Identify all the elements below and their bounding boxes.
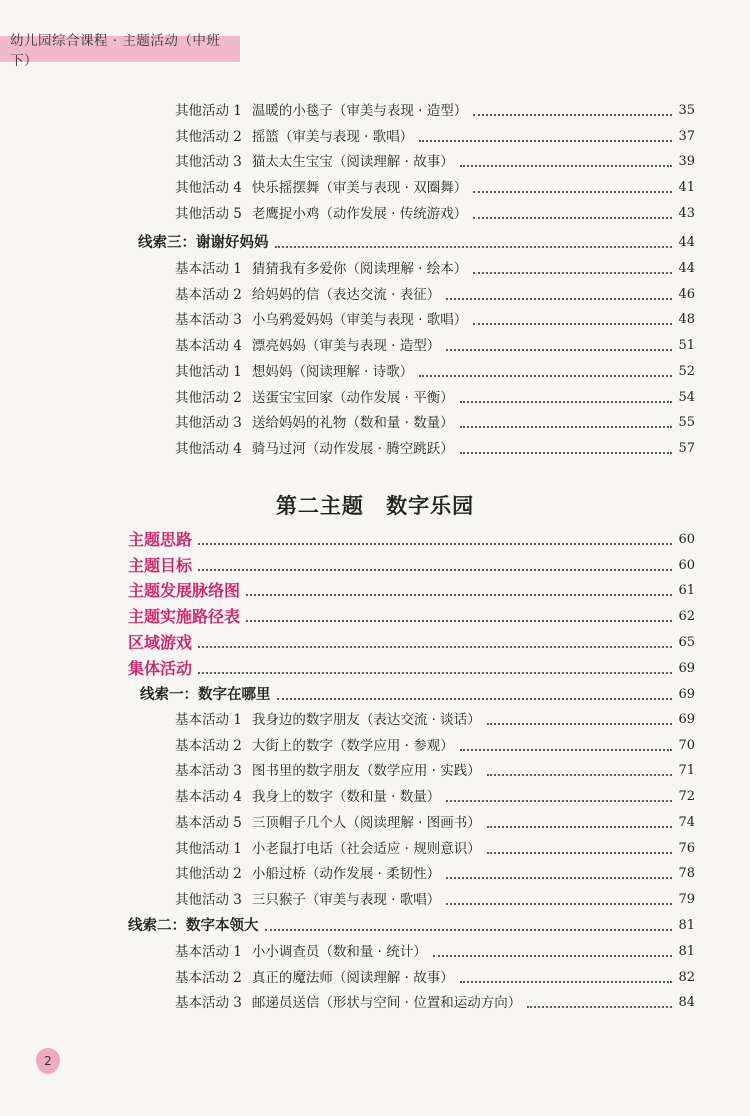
page-ref: 79: [678, 891, 695, 907]
activity-type: 基本活动 2: [175, 737, 242, 754]
dot-leader: [460, 165, 672, 167]
entry-label: [175, 438, 454, 460]
entry-label: [128, 606, 240, 628]
entry-label: [175, 812, 481, 834]
toc-entry[interactable]: [0, 412, 750, 434]
activity-type: 其他活动 3: [175, 891, 242, 908]
page-ref: 60: [678, 532, 695, 547]
page-ref: 52: [678, 363, 695, 379]
toc-theme-item[interactable]: [0, 529, 750, 551]
entry-title: 大街上的数字（数学应用 · 参观）: [251, 737, 454, 754]
theme-title: 第二主题 数字乐园: [275, 493, 475, 518]
toc-entry[interactable]: [0, 151, 750, 173]
page-ref: 48: [678, 312, 695, 328]
entry-title: 想妈妈（阅读理解 · 诗歌）: [251, 363, 414, 380]
activity-type: 其他活动 4: [175, 440, 242, 457]
page-ref: 81: [678, 944, 695, 959]
entry-title: 真正的魔法师（阅读理解 · 故事）: [251, 969, 454, 986]
entry-title: 老鹰捉小鸡（动作发展 · 传统游戏）: [251, 205, 468, 222]
page-ref: 43: [678, 205, 695, 221]
running-header: [0, 33, 240, 69]
activity-type: 基本活动 1: [175, 261, 242, 277]
dot-leader: [487, 852, 672, 854]
entry-title: 线索二：数字本领大: [128, 918, 259, 934]
page-ref: 60: [678, 557, 695, 573]
entry-title: 主题实施路径表: [128, 607, 241, 627]
toc-theme-item[interactable]: [0, 555, 750, 577]
page-ref: 72: [678, 789, 695, 805]
toc-entry[interactable]: [0, 284, 750, 306]
entry-label: [128, 555, 192, 577]
dot-leader: [433, 955, 672, 957]
toc-entry[interactable]: [0, 786, 750, 808]
dot-leader: [275, 246, 672, 248]
page-ref: 37: [678, 128, 695, 144]
dot-leader: [446, 800, 672, 802]
dot-leader: [460, 426, 672, 428]
page-ref: 46: [678, 286, 695, 302]
dot-leader: [246, 594, 672, 596]
dot-leader: [473, 323, 672, 325]
dot-leader: [460, 981, 672, 983]
toc-entry[interactable]: [0, 838, 750, 860]
entry-title: 邮递员送信（形状与空间 · 位置和运动方向）: [251, 995, 522, 1012]
entry-label: [175, 838, 481, 860]
activity-type: 其他活动 2: [175, 128, 242, 145]
toc-entry[interactable]: [0, 387, 750, 409]
dot-leader: [198, 672, 672, 674]
activity-type: 其他活动 3: [175, 154, 242, 171]
dot-leader: [487, 774, 672, 776]
dot-leader: [446, 903, 672, 905]
entry-label: [175, 309, 467, 331]
entry-title: 我身边的数字朋友（表达交流 · 谈话）: [251, 712, 481, 728]
entry-label: [175, 889, 440, 911]
page-ref: 81: [678, 918, 695, 933]
dot-leader: [473, 272, 672, 274]
dot-leader: [446, 298, 672, 300]
page-ref: 78: [678, 866, 695, 882]
toc-theme-item[interactable]: [0, 658, 750, 680]
activity-type: 基本活动 4: [175, 789, 242, 806]
toc-entry[interactable]: [0, 863, 750, 885]
entry-title: 主题目标: [128, 555, 193, 575]
entry-title: 快乐摇摆舞（审美与表现 · 双圈舞）: [251, 180, 468, 197]
entry-label: [175, 335, 440, 357]
entry-title: 线索一：数字在哪里: [140, 687, 271, 703]
entry-label: [128, 632, 192, 654]
dot-leader: [487, 723, 672, 725]
entry-title: 小小调查员（数和量 · 统计）: [251, 944, 427, 960]
page-ref: 69: [678, 712, 695, 727]
toc-entry[interactable]: [0, 126, 750, 148]
activity-type: 其他活动 4: [175, 180, 242, 197]
entry-title: 区域游戏: [128, 632, 193, 652]
toc-entry[interactable]: [0, 335, 750, 357]
activity-type: 基本活动 3: [175, 763, 242, 780]
entry-label: [175, 177, 467, 199]
entry-title: 猫太太生宝宝（阅读理解 · 故事）: [251, 154, 454, 171]
toc-entry[interactable]: [0, 967, 750, 989]
entry-label: [175, 284, 440, 306]
dot-leader: [198, 569, 672, 571]
toc-section-heading[interactable]: [0, 915, 750, 937]
entry-label: [128, 580, 240, 602]
entry-label: [128, 529, 192, 551]
toc-entry[interactable]: [0, 760, 750, 782]
dot-leader: [419, 375, 672, 377]
entry-title: 小船过桥（动作发展 · 柔韧性）: [251, 866, 441, 883]
entry-title: 小老鼠打电话（社会适应 · 规则意识）: [251, 840, 481, 857]
entry-title: 小乌鸦爱妈妈（审美与表现 · 歌唱）: [251, 312, 468, 329]
activity-type: 基本活动 1: [175, 712, 242, 728]
entry-label: [128, 915, 259, 937]
toc-theme-item[interactable]: [0, 580, 750, 602]
toc-section-heading[interactable]: [0, 684, 750, 706]
entry-label: [175, 361, 413, 383]
toc-section-heading[interactable]: [0, 232, 750, 254]
page-ref: 57: [678, 440, 695, 456]
page-ref: 54: [678, 389, 695, 405]
entry-title: 主题思路: [128, 530, 193, 549]
entry-title: 主题发展脉络图: [128, 581, 241, 601]
toc-entry[interactable]: [0, 735, 750, 757]
toc-entry[interactable]: [0, 361, 750, 383]
dot-leader: [419, 140, 672, 142]
activity-type: 其他活动 5: [175, 205, 242, 222]
page-ref: 76: [678, 840, 695, 856]
dot-leader: [198, 543, 672, 545]
page-ref: 44: [678, 261, 695, 276]
toc-entry[interactable]: [0, 203, 750, 225]
dot-leader: [446, 877, 672, 879]
activity-type: 其他活动 1: [175, 363, 242, 380]
activity-type: 其他活动 1: [175, 103, 242, 119]
entry-title: 给妈妈的信（表达交流 · 表征）: [251, 286, 441, 303]
toc-entry[interactable]: [0, 438, 750, 460]
entry-label: [175, 258, 467, 280]
dot-leader: [198, 646, 672, 648]
entry-title: 图书里的数字朋友（数学应用 · 实践）: [251, 763, 481, 780]
activity-type: 其他活动 3: [175, 415, 242, 432]
activity-type: 其他活动 1: [175, 840, 242, 857]
dot-leader: [460, 452, 672, 454]
activity-type: 基本活动 4: [175, 338, 242, 355]
page-ref: 62: [678, 609, 695, 625]
entry-title: 送蛋宝宝回家（动作发展 · 平衡）: [251, 389, 454, 406]
entry-label: [175, 412, 454, 434]
toc-theme-item[interactable]: [0, 632, 750, 654]
entry-label: [138, 232, 269, 254]
toc-entry[interactable]: [0, 258, 750, 280]
page-ref: 51: [678, 338, 695, 354]
dot-leader: [460, 749, 672, 751]
page-ref: 35: [678, 103, 695, 118]
toc-entry[interactable]: [0, 812, 750, 834]
entry-label: [175, 967, 454, 989]
dot-leader: [446, 349, 672, 351]
entry-label: [175, 387, 454, 409]
entry-label: [175, 203, 467, 225]
page-ref: 61: [678, 583, 695, 599]
dot-leader: [527, 1006, 672, 1008]
page-ref: 69: [678, 660, 695, 676]
toc-theme-item[interactable]: [0, 606, 750, 628]
activity-type: 基本活动 1: [175, 944, 242, 960]
entry-title: 我身上的数字（数和量 · 数量）: [251, 789, 441, 806]
page-ref: 82: [678, 969, 695, 985]
dot-leader: [265, 929, 672, 931]
entry-title: 三只猴子（审美与表现 · 歌唱）: [251, 891, 441, 908]
entry-title: 线索三：谢谢好妈妈: [138, 235, 269, 251]
activity-type: 基本活动 3: [175, 995, 242, 1012]
entry-label: [175, 151, 454, 173]
entry-label: [128, 658, 192, 680]
toc-entry[interactable]: [0, 100, 750, 122]
dot-leader: [277, 698, 672, 700]
entry-label: [175, 786, 440, 808]
activity-type: 基本活动 3: [175, 312, 242, 329]
entry-label: [140, 684, 271, 706]
entry-label: [175, 126, 413, 148]
dot-leader: [473, 114, 672, 116]
page-ref: 71: [678, 763, 695, 779]
entry-label: [175, 735, 454, 757]
entry-label: [175, 760, 481, 782]
page-ref: 65: [678, 634, 695, 650]
entry-label: [175, 709, 481, 731]
entry-title: 送给妈妈的礼物（数和量 · 数量）: [251, 415, 454, 432]
activity-type: 基本活动 2: [175, 286, 242, 303]
page-ref: 44: [678, 235, 695, 250]
activity-type: 其他活动 2: [175, 866, 242, 883]
entry-title: 骑马过河（动作发展 · 腾空跳跃）: [251, 440, 454, 457]
entry-label: [175, 992, 521, 1014]
dot-leader: [473, 217, 672, 219]
activity-type: 基本活动 5: [175, 814, 242, 831]
activity-type: 基本活动 2: [175, 969, 242, 986]
entry-title: 摇篮（审美与表现 · 歌唱）: [251, 128, 414, 145]
toc-entry[interactable]: [0, 309, 750, 331]
dot-leader: [487, 826, 672, 828]
dot-leader: [473, 191, 672, 193]
toc-entry[interactable]: [0, 941, 750, 963]
page-ref: 74: [678, 814, 695, 830]
entry-label: [175, 941, 427, 963]
toc-entry[interactable]: [0, 177, 750, 199]
entry-title: 温暖的小毯子（审美与表现 · 造型）: [251, 103, 468, 119]
page-ref: 39: [678, 154, 695, 170]
entry-title: 漂亮妈妈（审美与表现 · 造型）: [251, 338, 441, 355]
dot-leader: [246, 620, 672, 622]
activity-type: 其他活动 2: [175, 389, 242, 406]
toc-entry[interactable]: [0, 889, 750, 911]
page-number-badge: [36, 1048, 60, 1074]
toc-entry[interactable]: [0, 709, 750, 731]
page-ref: 41: [678, 180, 695, 196]
running-header-title: 幼儿园综合课程 · 主题活动（中班下）: [10, 33, 221, 69]
entry-label: [175, 863, 440, 885]
entry-label: [175, 100, 467, 122]
page-ref: 55: [678, 415, 695, 431]
dot-leader: [460, 401, 672, 403]
entry-title: 集体活动: [128, 658, 193, 678]
entry-title: 三顶帽子几个人（阅读理解 · 图画书）: [251, 814, 481, 831]
page-ref: 70: [678, 737, 695, 753]
toc-entry[interactable]: [0, 992, 750, 1014]
page-ref: 69: [678, 687, 695, 702]
page-number: 2: [44, 1054, 52, 1068]
entry-title: 猜猜我有多爱你（阅读理解 · 绘本）: [251, 261, 468, 277]
page-ref: 84: [678, 995, 695, 1011]
